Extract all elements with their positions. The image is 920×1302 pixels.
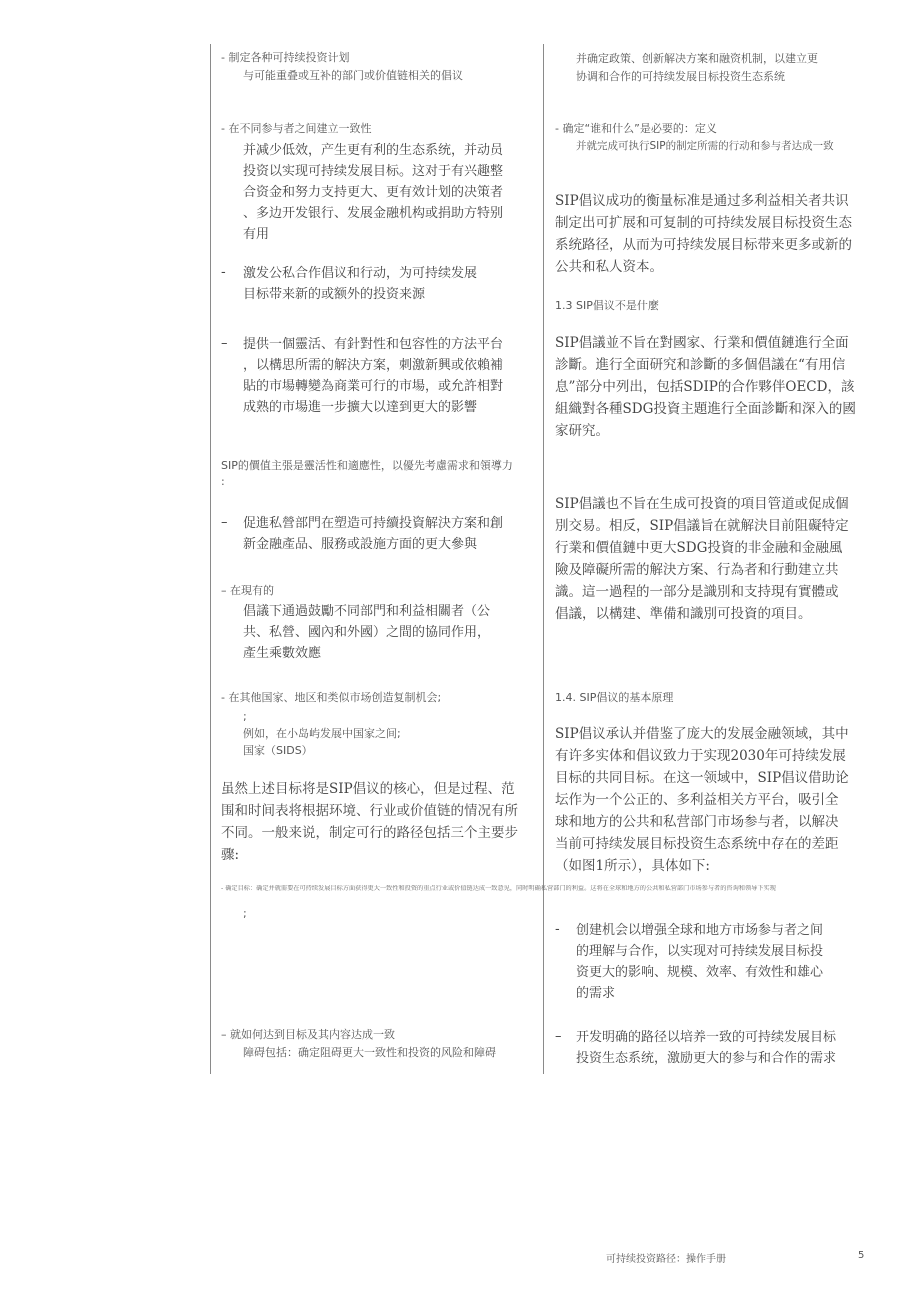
left-bullet-6-dash: – — [221, 515, 228, 530]
text-line: 成熟的市場進一步擴大以達到更大的影響 — [243, 400, 478, 415]
text-line: 新金融產品、服務或設施方面的更大參與 — [243, 537, 478, 552]
text-line: 系统路径，从而为可持续发展目标带来更多或新的 — [555, 237, 852, 253]
text-line: 开发明确的路径以培养一致的可持续发展目标 — [576, 1030, 837, 1045]
text-line: 促進私營部門在塑造可持續投資解決方案和創 — [243, 516, 504, 531]
right-not-diagnosis-paragraph — [555, 332, 856, 442]
right-bullet-opportunity-body — [576, 920, 823, 1004]
left-bullet-7-head: – 在現有的 — [221, 584, 274, 597]
text-line: SIP倡议承认并借鉴了庞大的发展金融领域，其中 — [555, 726, 849, 742]
text-line: 目标的共同目标。在这一领域中，SIP倡议借助论 — [555, 770, 849, 786]
left-bullet-8-body — [243, 708, 401, 759]
text-line: 并减少低效，产生更有利的生态系统，并动员 — [243, 143, 504, 158]
text-line: 倡議，以構建、準備和識別可投資的項目。 — [555, 606, 812, 622]
text-line: 激发公私合作倡议和行动，为可持续发展 — [243, 266, 478, 281]
left-bullet-1-body: 与可能重叠或互补的部门或价值链相关的倡议 — [243, 69, 463, 82]
text-line: 国家（SIDS） — [243, 744, 313, 757]
right-intro-text — [576, 50, 818, 86]
text-line: 创建机会以增强全球和地方市场参与者之间 — [576, 923, 824, 938]
left-bullet-6-body — [243, 513, 503, 555]
right-bullet-opportunity-dash: - — [555, 922, 560, 937]
footer-title: 可持续投资路径：操作手册 — [606, 1254, 726, 1265]
right-bullet-define-head: - 确定“谁和什么”是必要的：定义 — [555, 122, 717, 135]
text-line: SIP倡議並不旨在對國家、行業和價值鏈進行全面 — [555, 335, 849, 351]
value-proposition-text — [221, 458, 513, 490]
text-line: 家研究。 — [555, 423, 609, 439]
section-heading-1-3: 1.3 SIP倡议不是什麼 — [555, 299, 659, 312]
left-bullet-3-body — [243, 263, 477, 305]
text-line: 投资生态系统，激励更大的参与和合作的需求 — [576, 1051, 837, 1066]
text-line: 有许多实体和倡议致力于实现2030年可持续发展 — [555, 748, 846, 764]
left-bullet-2-head: - 在不同参与者之间建立一致性 — [221, 122, 372, 135]
left-bullet-7-body — [243, 601, 490, 664]
text-line: 息”部分中列出，包括SDIP的合作夥伴OECD，該 — [555, 379, 855, 395]
left-bullet-10-body: 障碍包括：确定阻碍更大一致性和投资的风险和障碍 — [243, 1046, 496, 1059]
text-line: ; — [243, 710, 247, 723]
text-line: 围和时间表将根据环境、行业或价值链的情况有所 — [221, 803, 518, 819]
text-line: SIP倡议成功的衡量标准是通过多利益相关者共识 — [555, 193, 849, 209]
text-line: 倡議下通過鼓勵不同部門和利益相關者（公 — [243, 604, 491, 619]
text-line: 协调和合作的可持续发展目标投资生态系统 — [576, 70, 785, 83]
text-line: 險及障礙所需的解決方案、行為者和行動建立共 — [555, 562, 839, 578]
text-line: 例如，在小岛屿发展中国家之间; — [243, 727, 401, 740]
text-line: 合资金和努力支持更大、更有效计划的决策者 — [243, 185, 504, 200]
text-line: 有用 — [243, 227, 270, 242]
right-success-paragraph — [555, 190, 852, 278]
right-bullet-pathway-dash: – — [555, 1029, 562, 1044]
text-line: 提供一個靈活、有針對性和包容性的方法平台 — [243, 337, 504, 352]
right-not-pipeline-paragraph — [555, 493, 849, 625]
column-divider-left — [210, 44, 211, 1074]
text-line: 球和地方的公共和私营部门市场参与者，以解决 — [555, 814, 839, 830]
left-bullet-1-head: - 制定各种可持续投资计划 — [221, 51, 350, 64]
column-divider-middle — [543, 44, 544, 1074]
text-line: 不同。一般来说，制定可行的路径包括三个主要步 — [221, 825, 518, 841]
left-bullet-3-dash: - — [221, 265, 226, 280]
left-semicolon: ; — [243, 907, 247, 920]
text-line: 目标带来新的或额外的投资来源 — [243, 287, 426, 302]
text-line: （如图1所示），具体如下: — [555, 858, 710, 874]
text-line: SIP倡議也不旨在生成可投資的項目管道或促成個 — [555, 496, 849, 512]
text-line: 虽然上述目标将是SIP倡议的核心，但是过程、范 — [221, 781, 515, 797]
text-line: 投资以实现可持续发展目标。这对于有兴趣整 — [243, 164, 504, 179]
text-line: 、多边开发银行、发展金融机构或捐助方特别 — [243, 206, 504, 221]
text-line: 制定出可扩展和可复制的可持续发展目标投资生态 — [555, 215, 852, 231]
left-bullet-10-head: – 就如何达到目标及其内容达成一致 — [221, 1028, 395, 1041]
right-rationale-paragraph — [555, 723, 849, 877]
page-number: 5 — [858, 1250, 865, 1261]
text-line: 組織對各種SDG投資主題進行全面診斷和深入的國 — [555, 401, 856, 417]
section-heading-1-4: 1.4. SIP倡议的基本原理 — [555, 691, 674, 704]
text-line: 公共和私人资本。 — [555, 259, 663, 275]
text-line: 当前可持续发展目标投资生态系统中存在的差距 — [555, 836, 839, 852]
text-line: 識。這一過程的一部分是識別和支持現有實體或 — [555, 584, 839, 600]
left-bullet-4-body — [243, 334, 503, 418]
left-paragraph-steps — [221, 778, 518, 866]
left-bullet-2-body — [243, 140, 503, 245]
text-line: 并确定政策、创新解决方案和融资机制，以建立更 — [576, 52, 818, 65]
text-line: 坛作为一个公正的、多利益相关方平台，吸引全 — [555, 792, 839, 808]
text-line: 骤: — [221, 847, 240, 863]
left-bullet-8-head: - 在其他国家、地区和类似市场创造复制机会; — [221, 691, 442, 704]
right-bullet-pathway-body — [576, 1027, 836, 1069]
text-line: SIP的價值主張是靈活性和適應性，以優先考慮需求和領導力 — [221, 459, 513, 472]
text-line: 產生乘數效應 — [243, 646, 322, 661]
text-line: 別交易。相反，SIP倡議旨在就解決目前阻礙特定 — [555, 518, 849, 534]
text-line: 的需求 — [576, 986, 616, 1001]
text-line: 行業和價值鏈中更大SDG投資的非金融和金融風 — [555, 540, 843, 556]
text-line: ，以構思所需的解決方案，刺激新興或依賴補 — [243, 358, 504, 373]
right-bullet-define-body: 并就完成可执行SIP的制定所需的行动和参与者达成一致 — [576, 140, 834, 152]
text-line: : — [221, 475, 225, 488]
text-line: 的理解与合作，以实现对可持续发展目标投 — [576, 944, 824, 959]
text-line: 资更大的影响、规模、效率、有效性和雄心 — [576, 965, 824, 980]
text-line: 貼的市場轉變為商業可行的市場，或允許相對 — [243, 379, 504, 394]
full-width-objective-line: - 确定目标：确定并就需要在可持续发展目标方面获得更大一致性和投资的重点行业或价值链达成一致意见，同时明确私营部门的利益。这将在全球和地方的公共和私营部门市场参与者的咨询和领导下实现 — [221, 885, 776, 892]
left-bullet-4-dash: – — [221, 336, 228, 351]
text-line: 共、私營、國內和外國）之間的協同作用， — [243, 625, 491, 640]
text-line: 診斷。進行全面研究和診斷的多個倡議在“有用信 — [555, 357, 846, 373]
